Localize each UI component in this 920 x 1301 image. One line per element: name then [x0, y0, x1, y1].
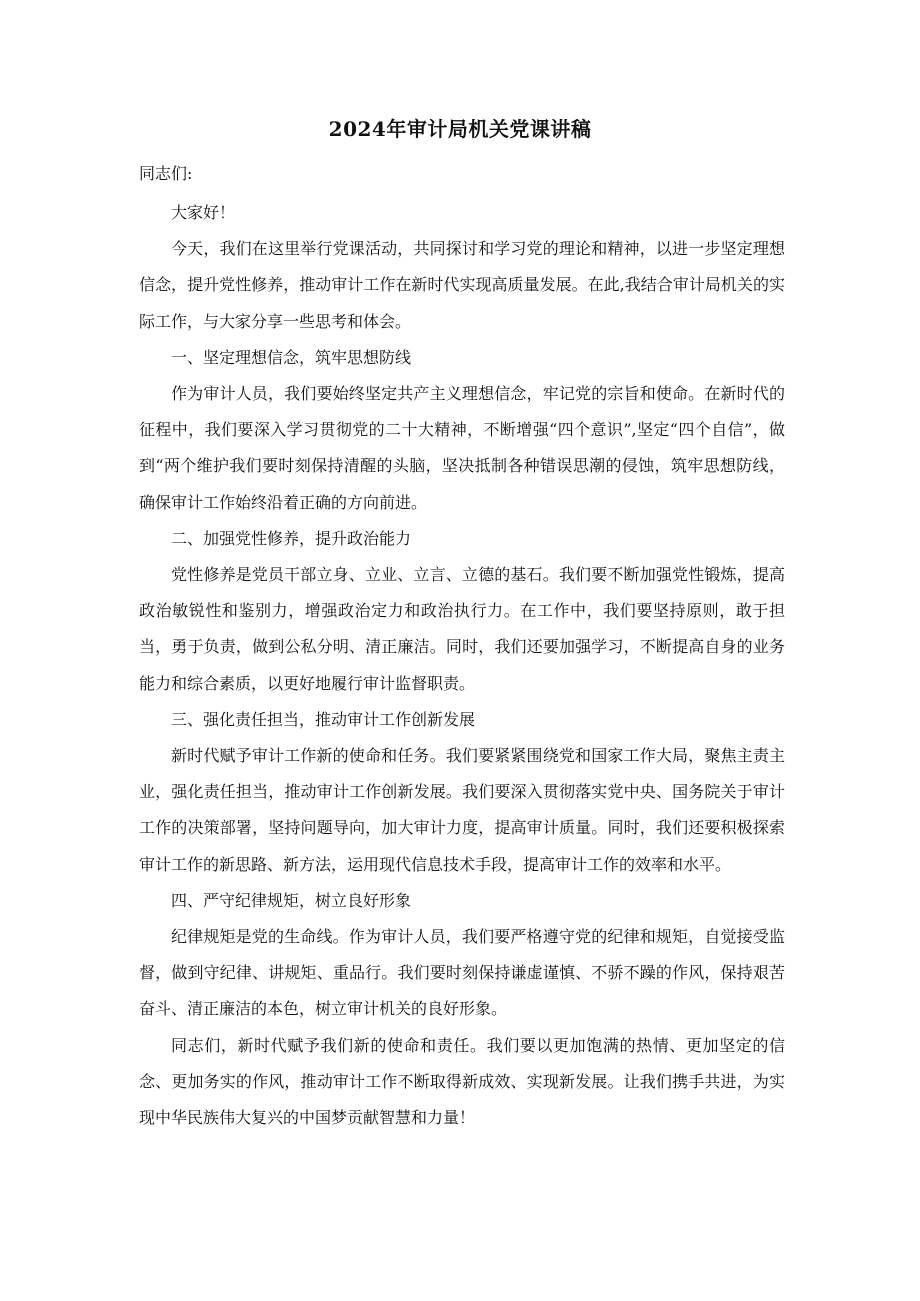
paragraph-section-2: 党性修养是党员干部立身、立业、立言、立德的基石。我们要不断加强党性锻炼，提高政治敏锐性和鉴别力，增强政治定力和政治执行力。在工作中，我们要坚持原则，敢于担当，勇于负责，做到公私分明、清正廉洁。同时，我们还要加强学习，不断提高自身的业务能力和综合素质，以更好地履行审计监督职责。	[139, 565, 785, 693]
paragraph-section-1: 作为审计人员，我们要始终坚定共产主义理想信念，牢记党的宗旨和使命。在新时代的征程中，我们要深入学习贯彻党的二十大精神，不断增强“四个意识”,坚定“四个自信”，做到“两个维护我们要时刻保持清醒的头脑，坚决抵制各种错误思潮的侵蚀，筑牢思想防线，确保审计工作始终沿着正确的方向前进。	[139, 384, 785, 512]
paragraph-greeting: 大家好！	[171, 203, 236, 222]
paragraph-section-4: 纪律规矩是党的生命线。作为审计人员，我们要严格遵守党的纪律和规矩，自觉接受监督，做到守纪律、讲规矩、重品行。我们要时刻保持谦虚谨慎、不骄不躁的作风，保持艰苦奋斗、清正廉洁的本色，树立审计机关的良好形象。	[139, 927, 785, 1019]
paragraph-section-3: 新时代赋予审计工作新的使命和任务。我们要紧紧围绕党和国家工作大局，聚焦主责主业，强化责任担当，推动审计工作创新发展。我们要深入贯彻落实党中央、国务院关于审计工作的决策部署，坚持问题导向，加大审计力度，提高审计质量。同时，我们还要积极探索审计工作的新思路、新方法，运用现代信息技术手段，提高审计工作的效率和水平。	[139, 746, 785, 874]
document-body	[139, 195, 785, 1136]
paragraph-conclusion: 同志们，新时代赋予我们新的使命和责任。我们要以更加饱满的热情、更加坚定的信念、更加务实的作风，推动审计工作不断取得新成效、实现新发展。让我们携手共进，为实现中华民族伟大复兴的中国梦贡献智慧和力量！	[139, 1035, 785, 1128]
section-heading-1: 一、坚定理想信念，筑牢思想防线	[171, 347, 412, 367]
section-heading-4: 四、严守纪律规矩，树立良好形象	[171, 890, 412, 910]
section-heading-2: 二、加强党性修养，提升政治能力	[171, 528, 412, 548]
document-title: 2024年审计局机关党课讲稿	[328, 117, 592, 141]
salutation: 同志们:	[139, 164, 193, 183]
section-heading-3: 三、强化责任担当，推动审计工作创新发展	[171, 709, 476, 729]
paragraph-intro: 今天，我们在这里举行党课活动，共同探讨和学习党的理论和精神，以进一步坚定理想信念，提升党性修养，推动审计工作在新时代实现高质量发展。在此,我结合审计局机关的实际工作，与大家分享一些思考和体会。	[139, 239, 785, 331]
